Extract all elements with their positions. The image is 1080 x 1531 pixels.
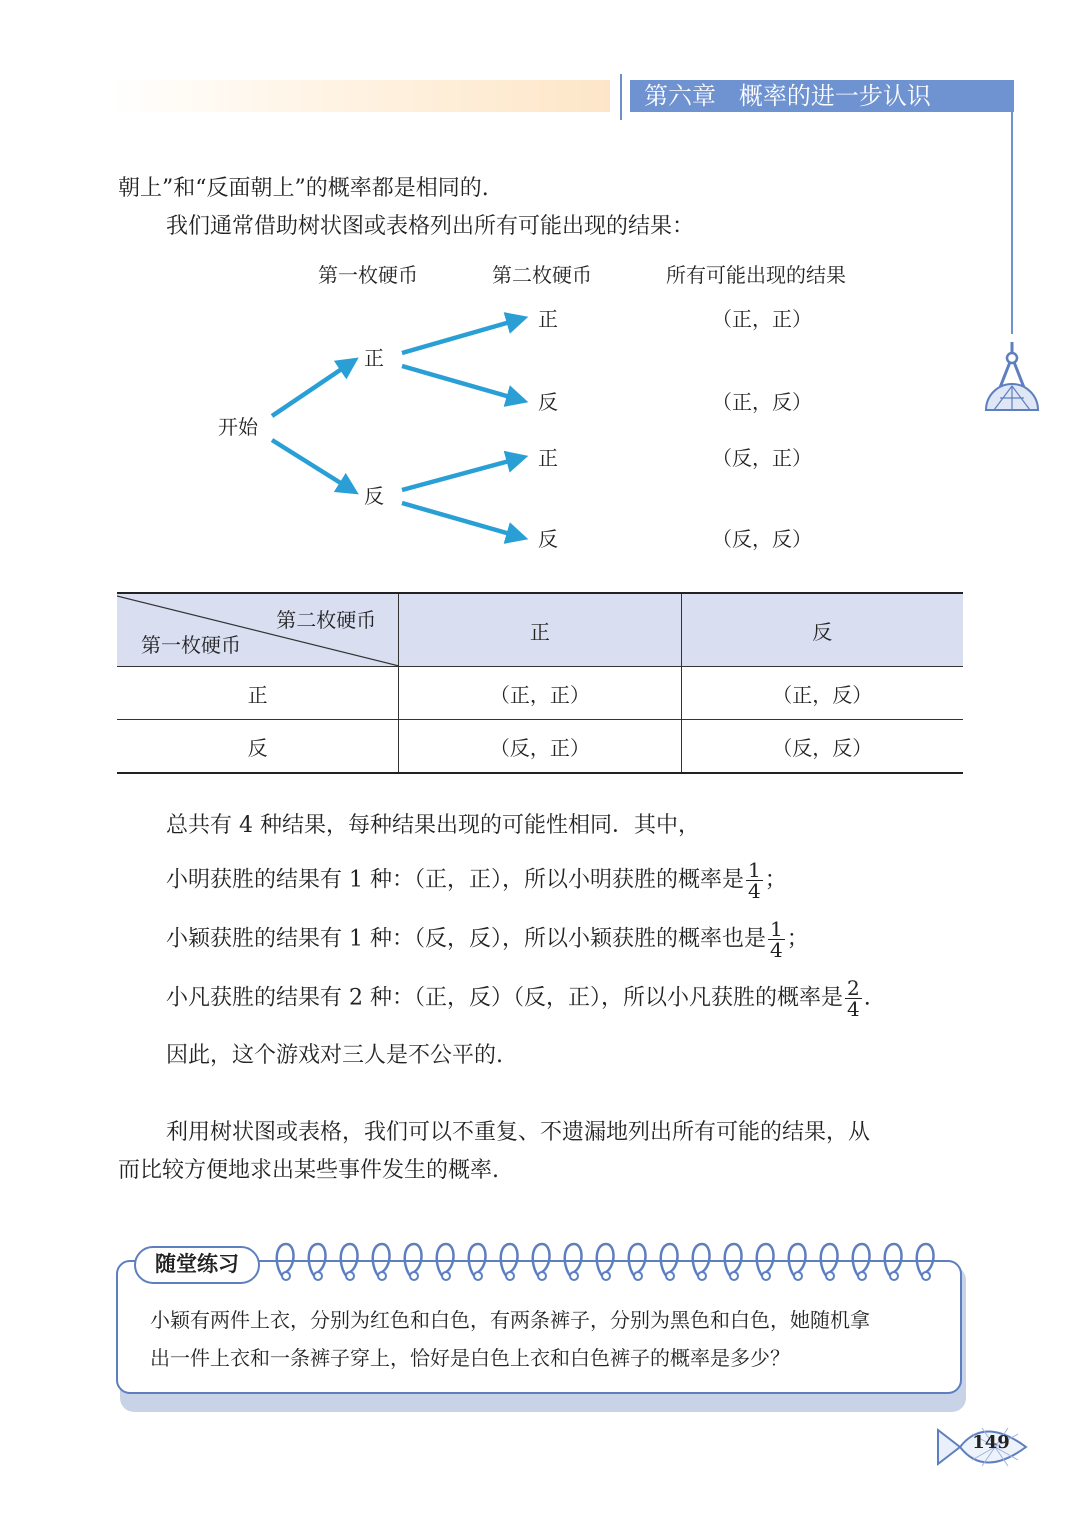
spiral-hole xyxy=(570,1272,578,1280)
tree-node-second-4: 反 xyxy=(538,527,558,551)
fraction-denominator: 4 xyxy=(770,938,783,962)
tree-header-second-coin: 第二枚硬币 xyxy=(492,263,592,287)
spiral-hole xyxy=(634,1272,642,1280)
fraction-numerator: 1 xyxy=(770,917,783,941)
analysis-line-5: 因此，这个游戏对三人是不公平的. xyxy=(166,1043,503,1068)
fraction xyxy=(845,978,862,1019)
analysis-punct: ； xyxy=(786,926,809,952)
fraction-numerator: 1 xyxy=(748,858,761,882)
spiral-hole xyxy=(506,1272,514,1280)
outcome-table xyxy=(117,592,963,774)
table-row-label: 反 xyxy=(117,720,399,774)
practice-line-2: 出一件上衣和一条裤子穿上，恰好是白色上衣和白色裤子的概率是多少？ xyxy=(150,1346,790,1370)
practice-line-1: 小颖有两件上衣，分别为红色和白色，有两条裤子，分别为黑色和白色，她随机拿 xyxy=(150,1308,870,1332)
fraction-denominator: 4 xyxy=(847,997,860,1021)
spiral-hole xyxy=(346,1272,354,1280)
spiral-hole xyxy=(922,1272,930,1280)
table-corner-cell xyxy=(117,593,399,667)
table-col-header: 正 xyxy=(399,593,681,667)
intro-line-1: 朝上”和“反面朝上”的概率都是相同的. xyxy=(118,176,489,201)
analysis-text: 小明获胜的结果有 1 种：（正，正），所以小明获胜的概率是 xyxy=(166,867,744,893)
tree-node-first-tails: 反 xyxy=(364,484,384,508)
spiral-hole xyxy=(314,1272,322,1280)
fraction-numerator: 2 xyxy=(847,976,860,1000)
spiral-hole xyxy=(698,1272,706,1280)
spiral-hole xyxy=(602,1272,610,1280)
table-row xyxy=(117,720,963,774)
tree-header-first-coin: 第一枚硬币 xyxy=(318,263,418,287)
table-col-header: 反 xyxy=(681,593,963,667)
spiral-hole xyxy=(282,1272,290,1280)
chapter-title: 概率的进一步认识 xyxy=(738,82,931,110)
tree-result-3: （反，正） xyxy=(712,446,812,470)
tree-arrow-heads-to-heads xyxy=(402,318,524,353)
spiral-hole xyxy=(378,1272,386,1280)
table-cell: （正，反） xyxy=(681,667,963,720)
fraction-denominator: 4 xyxy=(748,879,761,903)
spiral-hole xyxy=(538,1272,546,1280)
tree-arrow-heads-to-tails xyxy=(402,366,524,401)
table-header-row xyxy=(117,593,963,667)
tree-arrow-start-to-heads xyxy=(272,360,355,416)
tree-node-second-3: 正 xyxy=(538,446,558,470)
notebook-spirals xyxy=(272,1238,952,1288)
spiral-hole xyxy=(794,1272,802,1280)
spiral-hole xyxy=(858,1272,866,1280)
analysis-punct: . xyxy=(863,985,871,1011)
tree-start-label: 开始 xyxy=(218,415,258,439)
spiral-hole xyxy=(442,1272,450,1280)
analysis-text: 小凡获胜的结果有 2 种：（正，反）（反，正），所以小凡获胜的概率是 xyxy=(166,985,843,1011)
tree-node-first-heads: 正 xyxy=(364,346,384,370)
table-row-label: 正 xyxy=(117,667,399,720)
table-row xyxy=(117,667,963,720)
tree-result-2: （正，反） xyxy=(712,390,812,414)
tree-node-second-2: 反 xyxy=(538,390,558,414)
corner-label-first-coin: 第一枚硬币 xyxy=(141,633,241,657)
analysis-punct: ； xyxy=(764,867,787,893)
tree-result-1: （正，正） xyxy=(712,307,812,331)
tree-result-4: （反，反） xyxy=(712,527,812,551)
table-cell: （正，正） xyxy=(399,667,681,720)
table-cell: （反，反） xyxy=(681,720,963,774)
spiral-hole xyxy=(410,1272,418,1280)
table-cell: （反，正） xyxy=(399,720,681,774)
page-number: 149 xyxy=(972,1432,1010,1453)
corner-label-second-coin: 第二枚硬币 xyxy=(276,608,377,632)
fraction xyxy=(768,919,785,960)
tree-arrow-start-to-tails xyxy=(272,440,355,492)
tree-arrows xyxy=(0,0,1080,600)
spiral-hole xyxy=(730,1272,738,1280)
analysis-line-1: 总共有 4 种结果，每种结果出现的可能性相同．其中， xyxy=(166,813,700,838)
tree-header-results: 所有可能出现的结果 xyxy=(666,263,846,287)
analysis-line-3 xyxy=(166,919,809,960)
analysis-line-4 xyxy=(166,978,871,1019)
analysis-line-2 xyxy=(166,860,787,901)
spiral-hole xyxy=(474,1272,482,1280)
summary-line-2: 而比较方便地求出某些事件发生的概率. xyxy=(118,1158,499,1183)
practice-title: 随堂练习 xyxy=(134,1246,260,1284)
spiral-hole xyxy=(666,1272,674,1280)
analysis-text: 小颖获胜的结果有 1 种：（反，反），所以小颖获胜的概率也是 xyxy=(166,926,766,952)
spiral-hole xyxy=(762,1272,770,1280)
spiral-hole xyxy=(826,1272,834,1280)
spiral-hole xyxy=(890,1272,898,1280)
intro-line-2: 我们通常借助树状图或表格列出所有可能出现的结果： xyxy=(166,214,695,239)
tree-arrow-tails-to-heads xyxy=(402,457,524,490)
chapter-number: 第六章 xyxy=(644,82,716,110)
tree-node-second-1: 正 xyxy=(538,307,558,331)
summary-line-1: 利用树状图或表格，我们可以不重复、不遗漏地列出所有可能的结果，从 xyxy=(166,1120,871,1145)
fraction xyxy=(746,860,763,901)
tree-arrow-tails-to-tails xyxy=(402,503,524,538)
